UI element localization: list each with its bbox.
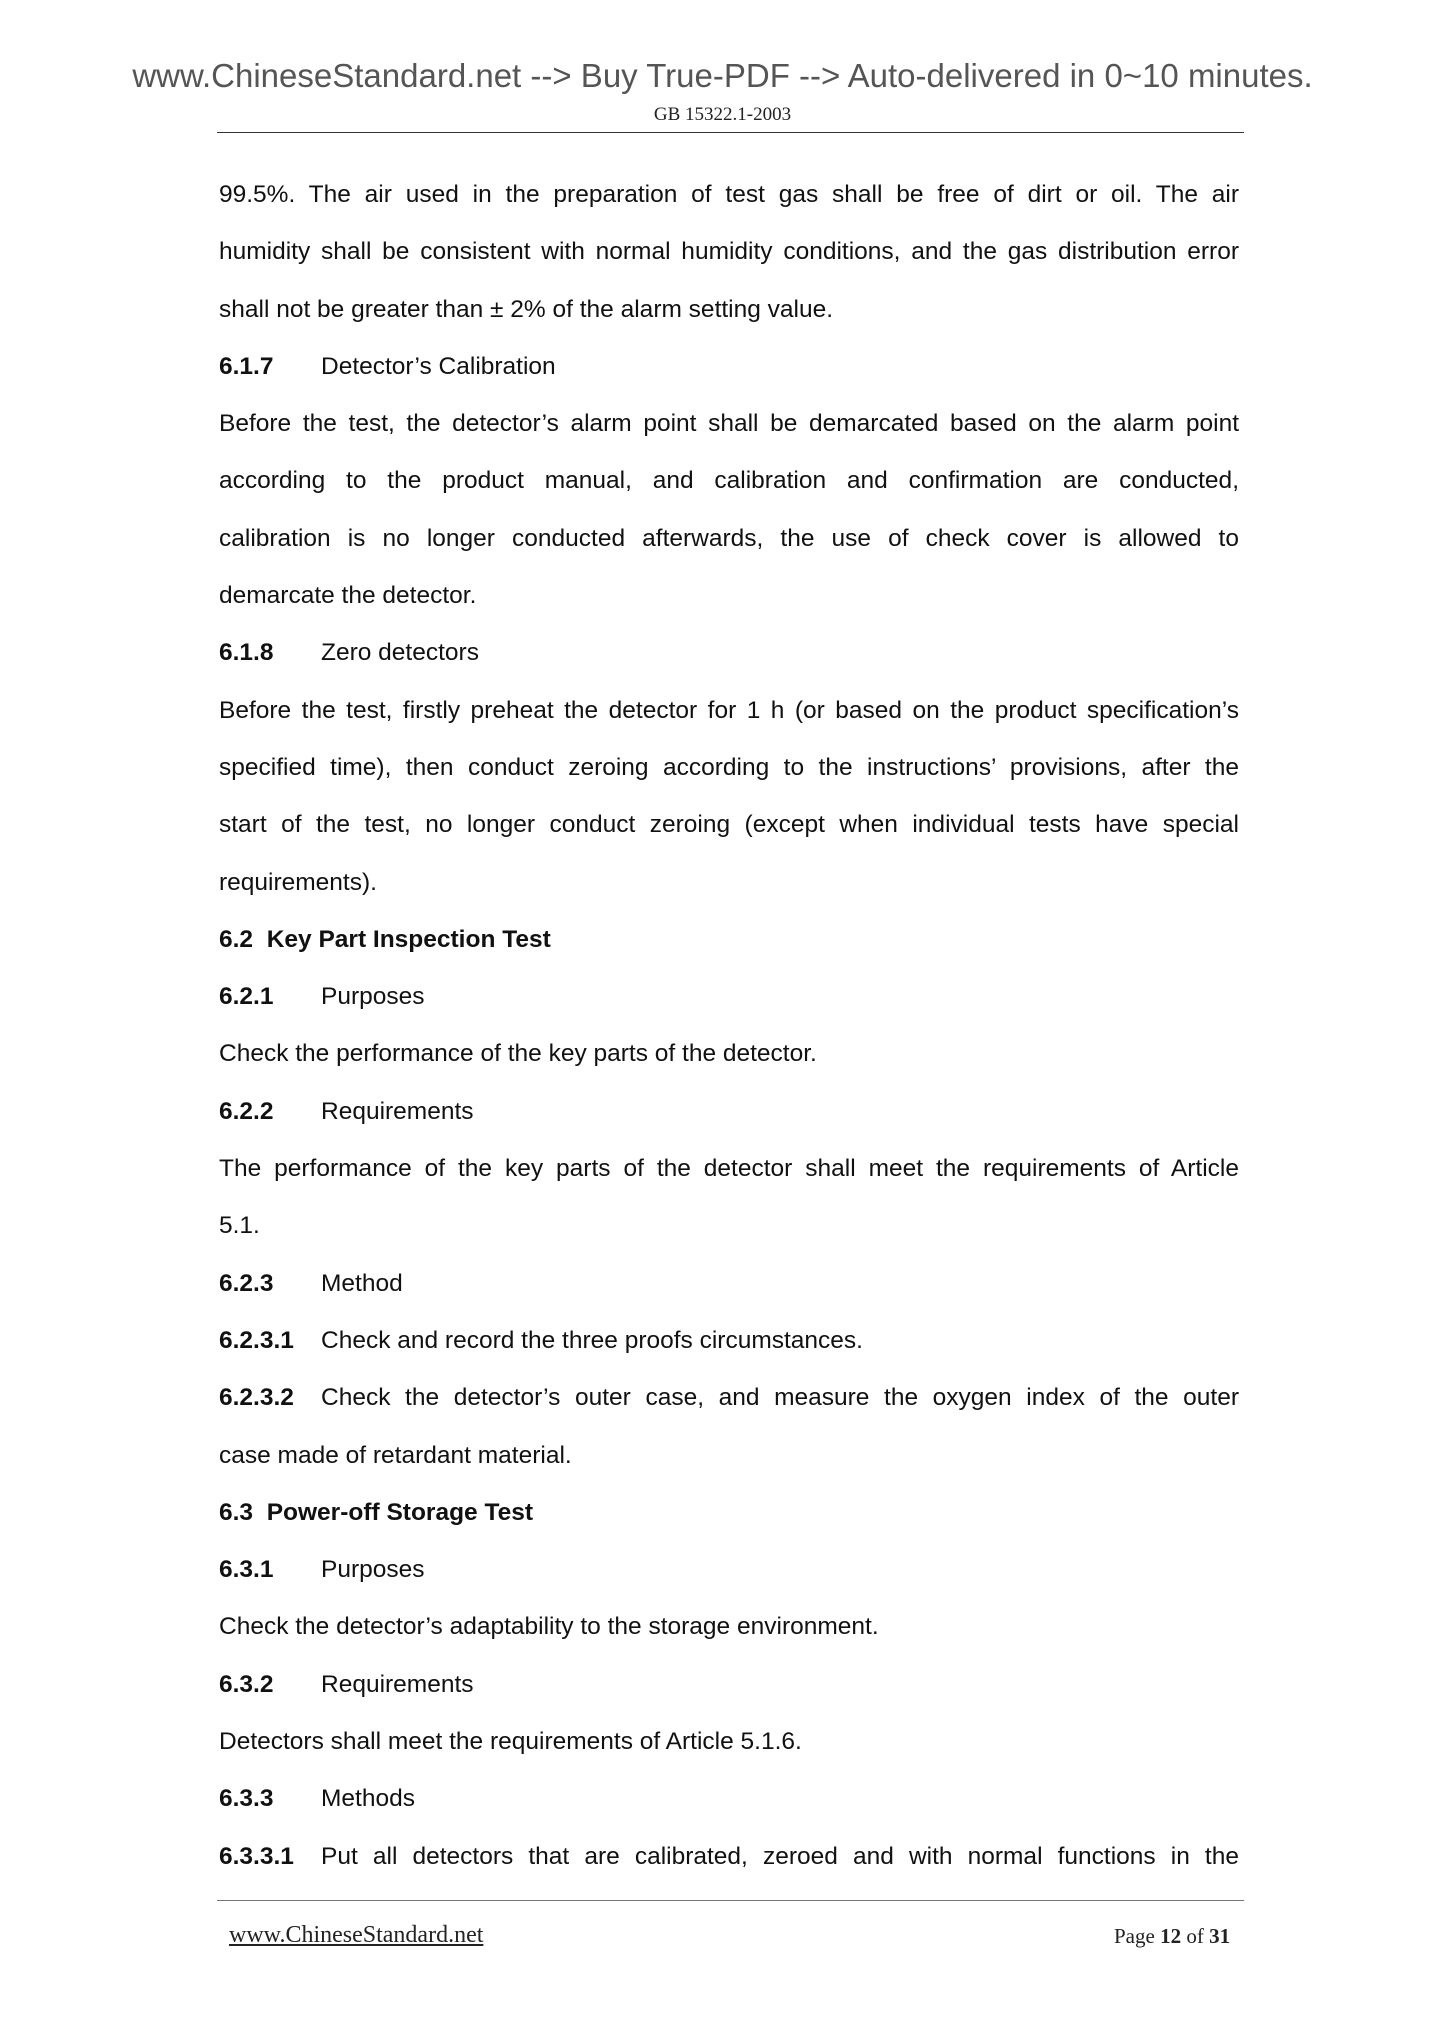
- section-number: 6.3: [219, 1498, 254, 1526]
- section-title: Purposes: [321, 1556, 425, 1584]
- page-total: 31: [1209, 1924, 1231, 1948]
- of-label: of: [1186, 1924, 1204, 1948]
- clause-number: 6.2.3.1: [219, 1326, 294, 1354]
- paragraph-line: demarcate the detector.: [219, 582, 477, 610]
- section-title: Methods: [321, 1785, 415, 1813]
- paragraph-line: shall not be greater than ± 2% of the alarm setting value.: [219, 295, 834, 323]
- section-heading-6-3-3: [219, 1783, 1239, 1840]
- paragraph-line: Detectors shall meet the requirements of Article 5.1.6.: [219, 1728, 802, 1756]
- footer-divider: [217, 1900, 1244, 1901]
- section-title: Detector’s Calibration: [321, 352, 556, 380]
- standard-code: GB 15322.1-2003: [653, 104, 792, 125]
- section-heading-6-1-7: [219, 351, 1239, 408]
- section-number: 6.2.1: [219, 983, 274, 1011]
- section-heading-6-1-8: [219, 637, 1239, 694]
- paragraph-line: according to the product manual, and calibration and confirmation are conducted,: [219, 467, 1239, 495]
- section-title: Requirements: [321, 1097, 474, 1125]
- document-body: [219, 179, 1239, 1898]
- section-title: Requirements: [321, 1670, 474, 1698]
- section-title: Zero detectors: [321, 639, 479, 667]
- page-indicator: [1114, 1924, 1230, 1949]
- clause-text: Check and record the three proofs circumstances.: [321, 1326, 863, 1354]
- section-heading-6-3: [219, 1497, 1239, 1554]
- section-number: 6.2: [219, 925, 254, 953]
- section-heading-6-2-1: [219, 981, 1239, 1038]
- paragraph-line: Check the detector’s adaptability to the storage environment.: [219, 1613, 879, 1641]
- section-title: Purposes: [321, 983, 425, 1011]
- section-heading-6-2-3: [219, 1268, 1239, 1325]
- section-number: 6.2.3: [219, 1269, 274, 1297]
- section-number: 6.3.1: [219, 1556, 274, 1584]
- clause-6-2-3-1: [219, 1325, 1239, 1382]
- clause-text: Check the detector’s outer case, and measure the oxygen index of the outer: [321, 1384, 1239, 1412]
- clause-number: 6.3.3.1: [219, 1842, 294, 1870]
- page-number: 12: [1160, 1924, 1182, 1948]
- paragraph-line: specified time), then conduct zeroing according to the instructions’ provisions, after the: [219, 753, 1239, 781]
- section-number: 6.1.8: [219, 639, 274, 667]
- page-label: Page: [1114, 1924, 1155, 1948]
- paragraph-line: calibration is no longer conducted afterwards, the use of check cover is allowed to: [219, 524, 1239, 552]
- paragraph-line: Before the test, firstly preheat the detector for 1 h (or based on the product specification’s: [219, 696, 1239, 724]
- paragraph-line: case made of retardant material.: [219, 1441, 572, 1469]
- section-title: Method: [321, 1269, 403, 1297]
- paragraph-line: Before the test, the detector’s alarm point shall be demarcated based on the alarm point: [219, 410, 1239, 438]
- section-number: 6.3.3: [219, 1785, 274, 1813]
- clause-number: 6.2.3.2: [219, 1384, 294, 1412]
- paragraph-line: start of the test, no longer conduct zeroing (except when individual tests have special: [219, 811, 1239, 839]
- section-title: Power-off Storage Test: [266, 1498, 534, 1526]
- section-number: 6.3.2: [219, 1670, 274, 1698]
- section-heading-6-2: [219, 924, 1239, 981]
- section-heading-6-2-2: [219, 1096, 1239, 1153]
- paragraph-line: 5.1.: [219, 1212, 260, 1240]
- section-title: Key Part Inspection Test: [266, 925, 551, 953]
- section-number: 6.2.2: [219, 1097, 274, 1125]
- section-number: 6.1.7: [219, 352, 274, 380]
- header-divider: [217, 132, 1244, 133]
- site-banner: www.ChineseStandard.net --> Buy True-PDF --> Auto-delivered in 0~10 minutes.: [132, 57, 1313, 94]
- clause-6-3-3-1: [219, 1841, 1239, 1898]
- paragraph-line: 99.5%. The air used in the preparation of test gas shall be free of dirt or oil. The air: [219, 181, 1239, 208]
- section-heading-6-3-2: [219, 1669, 1239, 1726]
- section-heading-6-3-1: [219, 1554, 1239, 1611]
- footer-site-link[interactable]: www.ChineseStandard.net: [229, 1922, 484, 1948]
- clause-6-2-3-2: [219, 1382, 1239, 1439]
- paragraph-line: Check the performance of the key parts of the detector.: [219, 1040, 817, 1068]
- clause-text: Put all detectors that are calibrated, zeroed and with normal functions in the: [321, 1842, 1239, 1870]
- paragraph-line: humidity shall be consistent with normal humidity conditions, and the gas distribution error: [219, 238, 1239, 266]
- paragraph-line: The performance of the key parts of the detector shall meet the requirements of Article: [219, 1155, 1239, 1183]
- paragraph-line: requirements).: [219, 868, 377, 896]
